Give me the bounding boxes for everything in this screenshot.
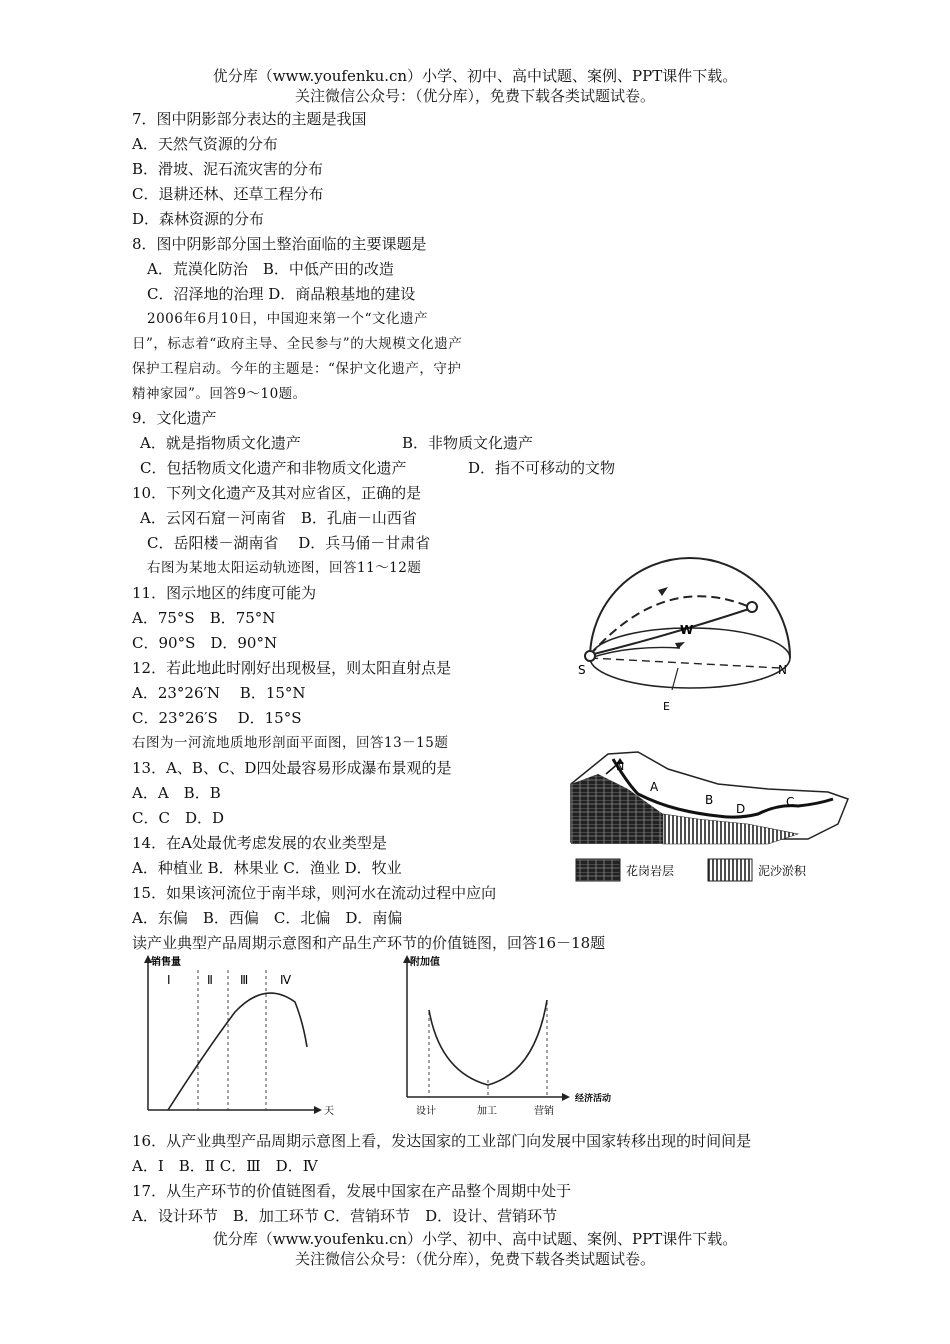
q13-options-cd: C．C D．D bbox=[132, 809, 225, 827]
q12-options-cd: C．23°26′S D．15°S bbox=[132, 709, 302, 727]
q15-stem: 15．如果该河流位于南半球，则河水在流动过程中应向 bbox=[132, 884, 497, 902]
path-arrow-upper bbox=[658, 587, 668, 596]
s-n-axis bbox=[590, 658, 780, 668]
product-cycle-chart bbox=[135, 952, 335, 1124]
sun-path-upper bbox=[590, 596, 752, 655]
cycle-xlabel: 天 bbox=[324, 1106, 334, 1117]
passage-line-3: 保护工程启动。今年的主题是：“保护文化遗产，守护 bbox=[132, 361, 462, 377]
intro-11-12: 右图为某地太阳运动轨迹图，回答11～12题 bbox=[147, 560, 422, 576]
q14-options: A．种植业 B．林果业 C．渔业 D．牧业 bbox=[132, 859, 402, 877]
q11-options-cd: C．90°S D．90°N bbox=[132, 634, 278, 652]
cycle-x-arrow bbox=[314, 1106, 322, 1114]
q9-option-c: C．包括物质文化遗产和非物质文化遗产 bbox=[140, 459, 407, 477]
stage-label-4: Ⅳ bbox=[280, 973, 292, 987]
label-s: S bbox=[578, 663, 586, 677]
stage-label-2: Ⅱ bbox=[207, 973, 213, 987]
sun-path-figure bbox=[570, 550, 810, 715]
q8-options-cd: C．沼泽地的治理 D．商品粮基地的建设 bbox=[147, 285, 416, 303]
header-line-1: 优分库（www.youfenku.cn）小学、初中、高中试题、案例、PPT课件下载。 bbox=[212, 67, 738, 85]
q9-option-a: A．就是指物质文化遗产 bbox=[140, 434, 301, 452]
river-label-n: N bbox=[616, 760, 625, 773]
q7-option-a: A．天然气资源的分布 bbox=[132, 135, 278, 153]
passage-line-4: 精神家园”。回答9～10题。 bbox=[132, 386, 307, 402]
label-e: E bbox=[663, 700, 670, 713]
q15-options: A．东偏 B．西偏 C．北偏 D．南偏 bbox=[132, 909, 403, 927]
header-line-2: 关注微信公众号：（优分库），免费下载各类试题试卷。 bbox=[294, 87, 655, 105]
value-tick-process: 加工 bbox=[477, 1106, 497, 1117]
q11-stem: 11．图示地区的纬度可能为 bbox=[132, 584, 317, 602]
q9-stem: 9．文化遗产 bbox=[132, 409, 217, 427]
q11-options-ab: A．75°S B．75°N bbox=[132, 609, 276, 627]
legend-granite-label: 花岗岩层 bbox=[626, 864, 675, 878]
cycle-ylabel: 销售量 bbox=[151, 957, 181, 968]
value-xlabel: 经济活动 bbox=[575, 1094, 612, 1104]
sun-path-diurnal bbox=[590, 647, 680, 658]
river-label-b: B bbox=[705, 793, 714, 807]
river-label-c: C bbox=[786, 795, 795, 809]
q7-option-d: D．森林资源的分布 bbox=[132, 210, 265, 228]
value-chain-chart bbox=[395, 952, 635, 1124]
value-ylabel: 附加值 bbox=[410, 957, 440, 968]
label-w: W bbox=[680, 623, 694, 637]
stage-label-3: Ⅲ bbox=[240, 973, 249, 987]
legend-silt-label: 泥沙淤积 bbox=[758, 864, 807, 878]
q14-stem: 14．在A处最优考虑发展的农业类型是 bbox=[132, 834, 387, 852]
q10-options-cd: C．岳阳楼－湖南省 D．兵马俑－甘肃省 bbox=[147, 534, 431, 552]
river-label-a: A bbox=[650, 780, 659, 794]
q7-option-b: B．滑坡、泥石流灾害的分布 bbox=[132, 160, 324, 178]
q7-stem: 7．图中阴影部分表达的主题是我国 bbox=[132, 110, 367, 128]
q17-options: A．设计环节 B．加工环节 C．营销环节 D．设计、营销环节 bbox=[132, 1207, 558, 1225]
label-n: N bbox=[778, 663, 787, 677]
sun-point-top bbox=[747, 602, 757, 612]
intro-13-15: 右图为一河流地质地形剖面平面图，回答13－15题 bbox=[132, 735, 449, 751]
q12-stem: 12．若此地此时刚好出现极昼，则太阳直射点是 bbox=[132, 659, 452, 677]
q9-option-d: D．指不可移动的文物 bbox=[468, 459, 616, 477]
footer-line-1: 优分库（www.youfenku.cn）小学、初中、高中试题、案例、PPT课件下载。 bbox=[212, 1230, 738, 1248]
q17-stem: 17．从生产环节的价值链图看，发展中国家在产品整个周期中处于 bbox=[132, 1182, 572, 1200]
value-tick-design: 设计 bbox=[416, 1106, 436, 1117]
dome-arc bbox=[590, 558, 790, 658]
sales-curve bbox=[168, 993, 307, 1110]
q16-stem: 16．从产业典型产品周期示意图上看，发达国家的工业部门向发展中国家转移出现的时间间是 bbox=[132, 1132, 752, 1150]
q8-options-ab: A．荒漠化防治 B．中低产田的改造 bbox=[147, 260, 394, 278]
q13-options-ab: A．A B．B bbox=[132, 784, 221, 802]
e-indicator bbox=[672, 668, 678, 690]
passage-line-1: 2006年6月10日，中国迎来第一个“文化遗产 bbox=[147, 311, 429, 327]
legend-granite-swatch bbox=[576, 859, 620, 881]
river-profile-figure bbox=[568, 744, 853, 889]
q9-option-b: B．非物质文化遗产 bbox=[402, 434, 534, 452]
q16-options: A．Ⅰ B．Ⅱ C．Ⅲ D．Ⅳ bbox=[132, 1157, 318, 1175]
stage-label-1: Ⅰ bbox=[167, 973, 171, 987]
q8-stem: 8．图中阴影部分国土整治面临的主要课题是 bbox=[132, 235, 427, 253]
passage-line-2: 日”，标志着“政府主导、全民参与”的大规模文化遗产 bbox=[132, 336, 463, 352]
value-tick-market: 营销 bbox=[534, 1106, 554, 1117]
q7-option-c: C．退耕还林、还草工程分布 bbox=[132, 185, 324, 203]
value-x-arrow bbox=[562, 1093, 570, 1101]
q12-options-ab: A．23°26′N B．15°N bbox=[132, 684, 306, 702]
value-curve bbox=[429, 1000, 547, 1085]
q10-options-ab: A．云冈石窟－河南省 B．孔庙－山西省 bbox=[140, 509, 417, 527]
sun-point-s bbox=[585, 651, 595, 661]
footer-line-2: 关注微信公众号：（优分库），免费下载各类试题试卷。 bbox=[294, 1250, 655, 1268]
horizon-ellipse bbox=[590, 628, 790, 688]
legend-silt-swatch bbox=[708, 859, 752, 881]
q13-stem: 13．A、B、C、D四处最容易形成瀑布景观的是 bbox=[132, 759, 452, 777]
intro-16-18: 读产业典型产品周期示意图和产品生产环节的价值链图，回答16－18题 bbox=[132, 934, 606, 952]
q10-stem: 10．下列文化遗产及其对应省区，正确的是 bbox=[132, 484, 422, 502]
river-label-d: D bbox=[736, 802, 746, 816]
